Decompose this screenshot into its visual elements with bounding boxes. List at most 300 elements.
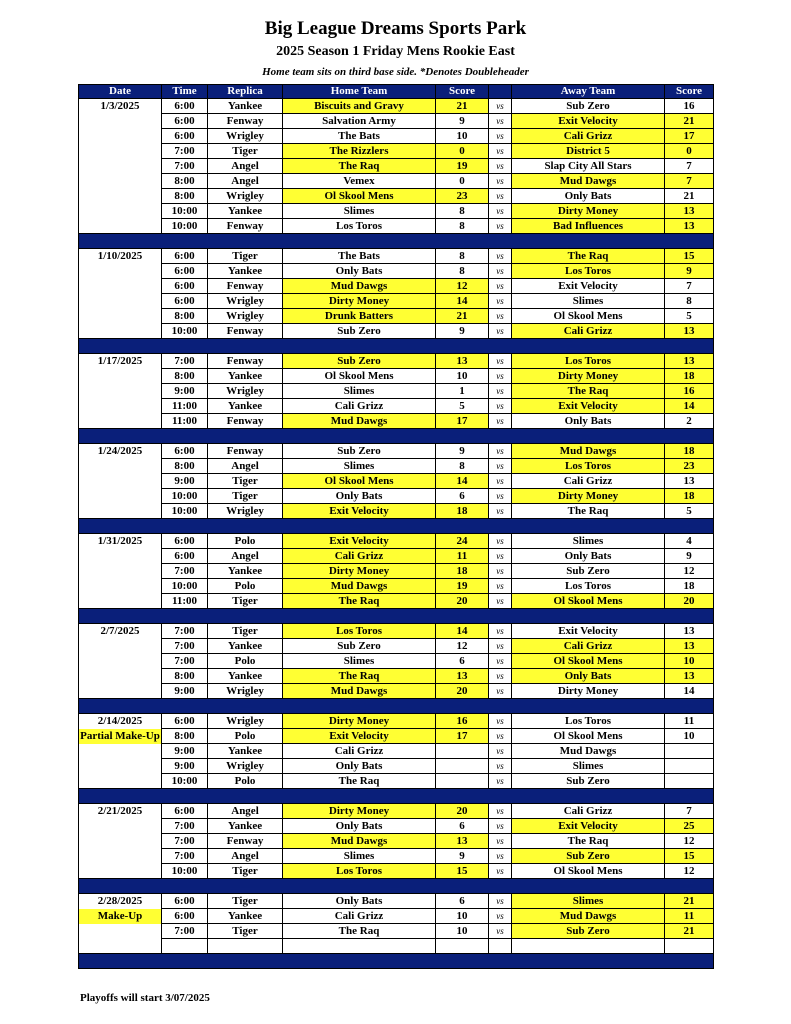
away-team: Bad Influences: [512, 219, 665, 234]
away-team: Los Toros: [512, 459, 665, 474]
away-score: 20: [665, 594, 714, 609]
vs-label: vs: [489, 819, 512, 834]
vs-label: vs: [489, 249, 512, 264]
away-score: 13: [665, 669, 714, 684]
game-time: 6:00: [162, 534, 208, 549]
home-score: 0: [436, 174, 489, 189]
away-team: Cali Grizz: [512, 639, 665, 654]
game-time: 6:00: [162, 714, 208, 729]
away-team: Only Bats: [512, 669, 665, 684]
game-field: Angel: [208, 804, 283, 819]
vs-label: vs: [489, 924, 512, 939]
game-field: Yankee: [208, 399, 283, 414]
game-field: Wrigley: [208, 129, 283, 144]
home-score: 13: [436, 669, 489, 684]
vs-label: vs: [489, 504, 512, 519]
home-score: 14: [436, 294, 489, 309]
vs-label: vs: [489, 189, 512, 204]
game-row: [79, 459, 714, 474]
vs-label: vs: [489, 399, 512, 414]
vs-label: vs: [489, 474, 512, 489]
game-field: Fenway: [208, 219, 283, 234]
game-row: [79, 909, 714, 924]
away-team: Cali Grizz: [512, 474, 665, 489]
game-field: Yankee: [208, 204, 283, 219]
week-separator: [79, 519, 714, 534]
away-score: 9: [665, 264, 714, 279]
home-score: 10: [436, 909, 489, 924]
away-score: 21: [665, 924, 714, 939]
game-row: [79, 834, 714, 849]
home-team: Ol Skool Mens: [283, 369, 436, 384]
vs-label: vs: [489, 849, 512, 864]
home-team: Sub Zero: [283, 354, 436, 369]
home-team: Los Toros: [283, 219, 436, 234]
home-score: 19: [436, 579, 489, 594]
week-separator: [79, 429, 714, 444]
away-team: Exit Velocity: [512, 114, 665, 129]
home-score: 9: [436, 444, 489, 459]
game-field: Wrigley: [208, 684, 283, 699]
home-team: Mud Dawgs: [283, 414, 436, 429]
home-score: 11: [436, 549, 489, 564]
game-row: [79, 534, 714, 549]
game-row: [79, 384, 714, 399]
away-team: Only Bats: [512, 549, 665, 564]
game-row: [79, 579, 714, 594]
away-team: Cali Grizz: [512, 804, 665, 819]
home-team: Exit Velocity: [283, 729, 436, 744]
away-team: Ol Skool Mens: [512, 594, 665, 609]
game-row: [79, 729, 714, 744]
vs-label: vs: [489, 444, 512, 459]
game-field: Angel: [208, 459, 283, 474]
game-time: 10:00: [162, 579, 208, 594]
home-score: 21: [436, 309, 489, 324]
home-team: Vemex: [283, 174, 436, 189]
away-score: 18: [665, 369, 714, 384]
game-time: [162, 939, 208, 954]
game-row: [79, 924, 714, 939]
week-separator: [79, 879, 714, 894]
home-team: Cali Grizz: [283, 399, 436, 414]
home-score: 10: [436, 129, 489, 144]
game-row: [79, 474, 714, 489]
game-row: [79, 369, 714, 384]
game-time: 7:00: [162, 564, 208, 579]
away-score: 10: [665, 654, 714, 669]
away-team: Dirty Money: [512, 204, 665, 219]
home-team: Salvation Army: [283, 114, 436, 129]
home-team: Sub Zero: [283, 639, 436, 654]
away-team: Only Bats: [512, 189, 665, 204]
schedule-body: [79, 99, 714, 969]
home-team: Mud Dawgs: [283, 579, 436, 594]
game-field: Wrigley: [208, 189, 283, 204]
game-field: Angel: [208, 549, 283, 564]
game-field: Tiger: [208, 594, 283, 609]
away-score: 14: [665, 684, 714, 699]
away-score: 25: [665, 819, 714, 834]
game-row: [79, 774, 714, 789]
game-field: Yankee: [208, 639, 283, 654]
home-score: 23: [436, 189, 489, 204]
game-time: 7:00: [162, 159, 208, 174]
game-row: [79, 894, 714, 909]
col-time: Time: [162, 85, 208, 99]
separator-cell: [79, 789, 714, 804]
home-score: 12: [436, 279, 489, 294]
game-row: [79, 159, 714, 174]
game-field: Yankee: [208, 369, 283, 384]
away-score: 16: [665, 384, 714, 399]
vs-label: vs: [489, 714, 512, 729]
home-score: [436, 774, 489, 789]
away-score: 4: [665, 534, 714, 549]
home-team: Ol Skool Mens: [283, 189, 436, 204]
vs-label: vs: [489, 654, 512, 669]
home-score: 18: [436, 504, 489, 519]
home-team: Cali Grizz: [283, 549, 436, 564]
home-team: Slimes: [283, 849, 436, 864]
game-row: [79, 249, 714, 264]
game-row: [79, 549, 714, 564]
game-time: 10:00: [162, 324, 208, 339]
vs-label: vs: [489, 669, 512, 684]
game-field: Yankee: [208, 669, 283, 684]
away-score: 7: [665, 159, 714, 174]
game-field: Wrigley: [208, 504, 283, 519]
game-field: Yankee: [208, 264, 283, 279]
home-team: Only Bats: [283, 819, 436, 834]
game-row: [79, 804, 714, 819]
home-team: Mud Dawgs: [283, 279, 436, 294]
game-time: 8:00: [162, 729, 208, 744]
game-row: [79, 654, 714, 669]
game-row: [79, 684, 714, 699]
game-field: Fenway: [208, 444, 283, 459]
separator-cell: [79, 234, 714, 249]
home-score: 1: [436, 384, 489, 399]
home-team: Slimes: [283, 654, 436, 669]
away-score: 7: [665, 279, 714, 294]
game-time: 10:00: [162, 774, 208, 789]
game-field: Fenway: [208, 114, 283, 129]
home-team: Biscuits and Gravy: [283, 99, 436, 114]
home-score: 8: [436, 219, 489, 234]
home-team: Exit Velocity: [283, 504, 436, 519]
game-time: 6:00: [162, 114, 208, 129]
game-row: [79, 504, 714, 519]
home-team: Mud Dawgs: [283, 834, 436, 849]
home-score: 14: [436, 624, 489, 639]
away-team: Slimes: [512, 294, 665, 309]
game-row: [79, 489, 714, 504]
away-score: 13: [665, 219, 714, 234]
game-time: 7:00: [162, 354, 208, 369]
vs-label: vs: [489, 579, 512, 594]
col-vs: [489, 85, 512, 99]
away-score: 21: [665, 114, 714, 129]
game-field: Fenway: [208, 414, 283, 429]
vs-label: vs: [489, 534, 512, 549]
game-date: 1/17/2025: [97, 355, 143, 367]
game-time: 9:00: [162, 384, 208, 399]
date-cell: [79, 99, 162, 234]
home-score: 6: [436, 489, 489, 504]
vs-label: vs: [489, 549, 512, 564]
game-time: 7:00: [162, 849, 208, 864]
home-team: Dirty Money: [283, 564, 436, 579]
game-time: 6:00: [162, 249, 208, 264]
home-team: Cali Grizz: [283, 744, 436, 759]
makeup-label: Partial Make-Up: [80, 730, 160, 742]
home-team: The Raq: [283, 594, 436, 609]
home-score: 5: [436, 399, 489, 414]
vs-label: vs: [489, 144, 512, 159]
game-row: [79, 144, 714, 159]
home-score: [436, 939, 489, 954]
away-score: [665, 939, 714, 954]
home-score: 24: [436, 534, 489, 549]
home-team: The Raq: [283, 669, 436, 684]
away-team: The Raq: [512, 834, 665, 849]
game-time: 7:00: [162, 834, 208, 849]
game-row: [79, 849, 714, 864]
game-time: 9:00: [162, 684, 208, 699]
game-row: [79, 264, 714, 279]
home-team: Only Bats: [283, 264, 436, 279]
away-team: [512, 939, 665, 954]
week-separator: [79, 789, 714, 804]
vs-label: vs: [489, 564, 512, 579]
game-field: Yankee: [208, 909, 283, 924]
col-away-team: Away Team: [512, 85, 665, 99]
game-field: Wrigley: [208, 714, 283, 729]
home-team: Only Bats: [283, 489, 436, 504]
vs-label: vs: [489, 909, 512, 924]
away-score: 14: [665, 399, 714, 414]
vs-label: vs: [489, 324, 512, 339]
game-time: 10:00: [162, 204, 208, 219]
vs-label: vs: [489, 624, 512, 639]
away-score: 8: [665, 294, 714, 309]
game-time: 9:00: [162, 744, 208, 759]
game-field: Polo: [208, 654, 283, 669]
game-row: [79, 309, 714, 324]
vs-label: vs: [489, 729, 512, 744]
game-row: [79, 864, 714, 879]
away-team: Cali Grizz: [512, 324, 665, 339]
game-row: [79, 354, 714, 369]
game-time: 6:00: [162, 804, 208, 819]
game-row: [79, 819, 714, 834]
away-team: Ol Skool Mens: [512, 309, 665, 324]
away-team: Los Toros: [512, 714, 665, 729]
game-time: 9:00: [162, 474, 208, 489]
home-team: Only Bats: [283, 894, 436, 909]
game-field: Yankee: [208, 819, 283, 834]
game-row: [79, 624, 714, 639]
home-score: [436, 744, 489, 759]
home-score: 8: [436, 264, 489, 279]
vs-label: vs: [489, 774, 512, 789]
game-row: [79, 744, 714, 759]
game-field: Tiger: [208, 489, 283, 504]
home-score: 6: [436, 894, 489, 909]
away-team: Mud Dawgs: [512, 744, 665, 759]
game-time: 8:00: [162, 669, 208, 684]
home-score: 14: [436, 474, 489, 489]
home-team: Slimes: [283, 459, 436, 474]
vs-label: vs: [489, 219, 512, 234]
away-score: 11: [665, 714, 714, 729]
vs-label: vs: [489, 804, 512, 819]
home-team: Exit Velocity: [283, 534, 436, 549]
away-score: 11: [665, 909, 714, 924]
away-score: 18: [665, 489, 714, 504]
away-score: 21: [665, 189, 714, 204]
home-team: The Rizzlers: [283, 144, 436, 159]
away-score: [665, 774, 714, 789]
away-score: 9: [665, 549, 714, 564]
game-date: 2/28/2025: [97, 895, 143, 907]
away-score: 7: [665, 174, 714, 189]
home-score: 13: [436, 834, 489, 849]
vs-label: vs: [489, 384, 512, 399]
away-score: 13: [665, 624, 714, 639]
game-time: 8:00: [162, 174, 208, 189]
home-team: The Raq: [283, 774, 436, 789]
game-row: [79, 669, 714, 684]
home-score: [436, 759, 489, 774]
game-row: [79, 324, 714, 339]
game-field: Wrigley: [208, 759, 283, 774]
vs-label: vs: [489, 639, 512, 654]
schedule-table: [78, 84, 714, 969]
vs-label: vs: [489, 279, 512, 294]
game-field: Wrigley: [208, 294, 283, 309]
date-cell: [79, 624, 162, 699]
separator-cell: [79, 339, 714, 354]
home-team: Only Bats: [283, 759, 436, 774]
week-separator: [79, 954, 714, 969]
vs-label: vs: [489, 129, 512, 144]
home-score: 9: [436, 114, 489, 129]
away-score: 12: [665, 864, 714, 879]
away-team: Slap City All Stars: [512, 159, 665, 174]
makeup-label: Make-Up: [79, 909, 161, 924]
home-team: Cali Grizz: [283, 909, 436, 924]
game-field: Tiger: [208, 894, 283, 909]
home-score: 8: [436, 459, 489, 474]
game-field: Wrigley: [208, 384, 283, 399]
game-row: [79, 414, 714, 429]
game-date: 1/3/2025: [100, 100, 140, 112]
away-score: 18: [665, 444, 714, 459]
vs-label: vs: [489, 594, 512, 609]
away-team: Dirty Money: [512, 489, 665, 504]
away-team: District 5: [512, 144, 665, 159]
game-field: Yankee: [208, 744, 283, 759]
game-row: [79, 99, 714, 114]
away-team: Mud Dawgs: [512, 444, 665, 459]
game-field: Polo: [208, 774, 283, 789]
away-score: 5: [665, 504, 714, 519]
away-team: Ol Skool Mens: [512, 729, 665, 744]
vs-label: vs: [489, 684, 512, 699]
vs-label: vs: [489, 459, 512, 474]
home-team: Los Toros: [283, 864, 436, 879]
away-team: Only Bats: [512, 414, 665, 429]
vs-label: vs: [489, 369, 512, 384]
game-field: Tiger: [208, 924, 283, 939]
game-time: 6:00: [162, 444, 208, 459]
game-time: 6:00: [162, 279, 208, 294]
away-team: Slimes: [512, 894, 665, 909]
away-score: 13: [665, 204, 714, 219]
game-row: [79, 594, 714, 609]
home-team: Dirty Money: [283, 714, 436, 729]
away-team: Dirty Money: [512, 684, 665, 699]
away-team: Sub Zero: [512, 849, 665, 864]
game-date: 1/31/2025: [97, 535, 143, 547]
home-score: 20: [436, 594, 489, 609]
game-time: 8:00: [162, 189, 208, 204]
schedule-note: Home team sits on third base side. *Denotes Doubleheader: [262, 66, 529, 78]
game-time: 7:00: [162, 639, 208, 654]
home-score: 20: [436, 804, 489, 819]
home-team: Los Toros: [283, 624, 436, 639]
game-time: 6:00: [162, 129, 208, 144]
away-score: 12: [665, 564, 714, 579]
game-date: 1/24/2025: [97, 445, 143, 457]
home-score: 21: [436, 99, 489, 114]
away-team: Dirty Money: [512, 369, 665, 384]
vs-label: vs: [489, 114, 512, 129]
game-row: [79, 939, 714, 954]
game-time: 6:00: [162, 909, 208, 924]
game-field: Yankee: [208, 564, 283, 579]
game-row: [79, 444, 714, 459]
away-team: Ol Skool Mens: [512, 864, 665, 879]
vs-label: vs: [489, 864, 512, 879]
home-team: Sub Zero: [283, 324, 436, 339]
game-row: [79, 759, 714, 774]
date-cell: [79, 804, 162, 879]
game-field: Fenway: [208, 834, 283, 849]
week-separator: [79, 339, 714, 354]
game-time: 10:00: [162, 864, 208, 879]
away-team: Mud Dawgs: [512, 909, 665, 924]
home-team: The Bats: [283, 129, 436, 144]
away-team: Sub Zero: [512, 99, 665, 114]
page-subtitle: 2025 Season 1 Friday Mens Rookie East: [276, 44, 515, 59]
game-time: 6:00: [162, 264, 208, 279]
game-field: Angel: [208, 159, 283, 174]
game-row: [79, 294, 714, 309]
game-field: Tiger: [208, 249, 283, 264]
separator-cell: [79, 519, 714, 534]
game-date: 2/14/2025: [97, 715, 143, 727]
game-time: 8:00: [162, 309, 208, 324]
game-time: 11:00: [162, 399, 208, 414]
away-score: 7: [665, 804, 714, 819]
away-score: 18: [665, 579, 714, 594]
home-score: 8: [436, 249, 489, 264]
date-cell: [79, 249, 162, 339]
date-cell: [79, 444, 162, 519]
